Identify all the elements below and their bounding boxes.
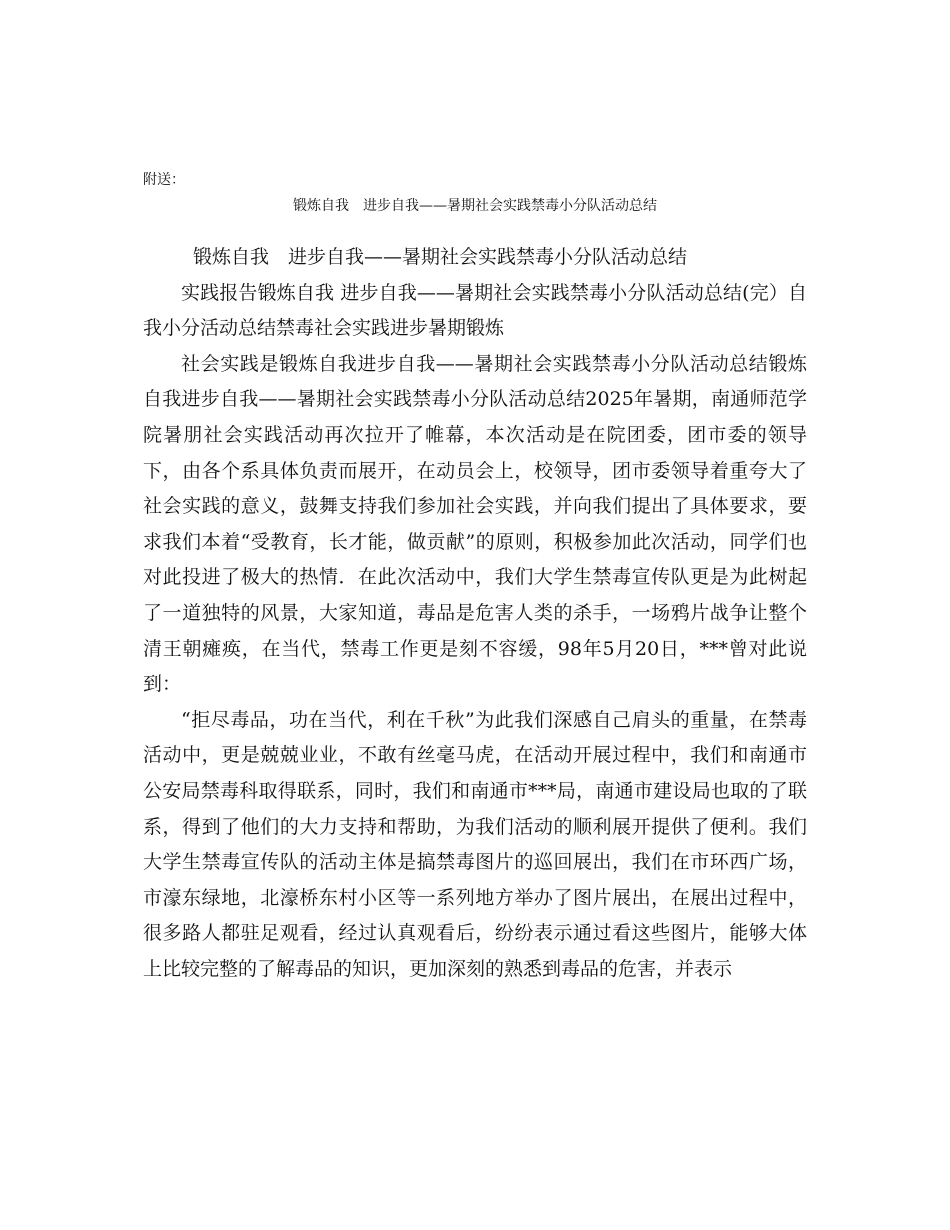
body-paragraph-quote: “拒尽毒品，功在当代，利在千秋”为此我们深感自己肩头的重量，在禁毒活动中，更是兢兢业业，不敢有丝毫马虎，在活动开展过程中，我们和南通市公安局禁毒科取得联系，同时，我们和南通市***局，南通市建设局也取的了联系，得到了他们的大力支持和帮助，为我们活动的顺利展开提供了便利。我们大学生禁毒宣传队的活动主体是搞禁毒图片的巡回展出，我们在市环西广场，市濠东绿地，北濠桥东村小区等一系列地方举办了图片展出，在展出过程中，很多路人都驻足观看，经过认真观看后，纷纷表示通过看这些图片，能够大体上比较完整的了解毒品的知识，更加深刻的熟悉到毒品的危害，并表示	[143, 708, 807, 980]
document-small-title: 锻炼自我 进步自我——暑期社会实践禁毒小分队活动总结	[293, 198, 657, 214]
attachment-prefix: 附送：	[143, 172, 185, 188]
body-title-paragraph: 锻炼自我 进步自我——暑期社会实践禁毒小分队活动总结	[193, 246, 688, 268]
document-body	[143, 240, 807, 987]
body-paragraph-keywords: 实践报告锻炼自我 进步自我——暑期社会实践禁毒小分队活动总结(完）自我小分活动总结禁毒社会实践进步暑期锻炼	[143, 281, 807, 340]
body-paragraph-main: 社会实践是锻炼自我进步自我——暑期社会实践禁毒小分队活动总结锻炼自我进步自我——暑期社会实践禁毒小分队活动总结2025年暑期，南通师范学院暑朋社会实践活动再次拉开了帷幕，本次活动是在院团委，团市委的领导下，由各个系具体负责而展开，在动员会上，校领导，团市委领导着重夸大了社会实践的意义，鼓舞支持我们参加社会实践，并向我们提出了具体要求，要求我们本着“受教育，长才能，做贡献”的原则，积极参加此次活动，同学们也对此投进了极大的热情．在此次活动中，我们大学生禁毒宣传队更是为此树起了一道独特的风景，大家知道，毒品是危害人类的杀手，一场鸦片战争让整个清王朝瘫痪，在当代，禁毒工作更是刻不容缓，98年5月20日，***曾对此说到：	[143, 352, 807, 696]
